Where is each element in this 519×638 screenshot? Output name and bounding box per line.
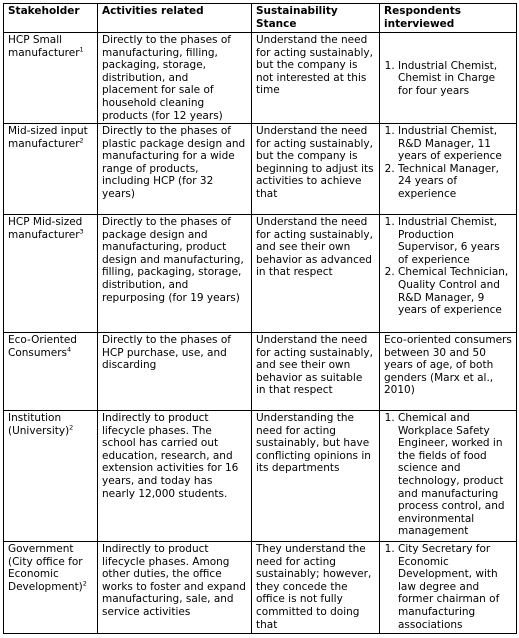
- table-row: [4, 215, 517, 333]
- respondents-cell: [380, 542, 517, 634]
- respondent-item: 1. Industrial Chemist, Production Supervisor, 6 years of experience: [398, 216, 512, 266]
- header-respondents: Respondents interviewed: [380, 4, 517, 33]
- respondents-cell: [380, 33, 517, 124]
- stakeholder-cell: [4, 411, 98, 542]
- respondent-item: 2. Chemical Technician, Quality Control and R&D Manager, 9 years of experience: [398, 266, 512, 316]
- footnote-marker: 2: [69, 423, 74, 432]
- stance-cell: Understand the need for acting sustainably, and see their own behavior as suitable in that respect: [252, 333, 380, 411]
- activities-cell: Directly to the phases of plastic package design and manufacturing for a wide range of products, including HCP (for 32 years): [98, 124, 252, 215]
- table-row: [4, 333, 517, 411]
- stakeholder-name: HCP Mid-sized manufacturer: [8, 216, 83, 241]
- stakeholder-name: Eco-Oriented Consumers: [8, 334, 77, 359]
- table-header: [4, 4, 517, 33]
- table-row: [4, 542, 517, 634]
- stakeholder-cell: [4, 33, 98, 124]
- stakeholder-name: Mid-sized input manufacturer: [8, 125, 88, 150]
- activities-cell: Directly to the phases of HCP purchase, use, and discarding: [98, 333, 252, 411]
- activities-cell: Directly to the phases of manufacturing, filling, packaging, storage, distribution, and placement for sale of household cleaning products (for 12 years): [98, 33, 252, 124]
- respondent-item: 2. Technical Manager, 24 years of experience: [398, 163, 512, 201]
- stance-cell: Understanding the need for acting sustainably, but have conflicting opinions in its departments: [252, 411, 380, 542]
- table-row: [4, 411, 517, 542]
- respondent-item: 1. Industrial Chemist, Chemist in Charge for four years: [398, 60, 512, 98]
- header-row: [4, 4, 517, 33]
- stakeholder-cell: [4, 124, 98, 215]
- stance-cell: Understand the need for acting sustainably, but the company is beginning to adjust its activities to achieve that: [252, 124, 380, 215]
- header-activities: Activities related: [98, 4, 252, 33]
- respondents-list: [384, 543, 512, 631]
- respondents-cell: [380, 411, 517, 542]
- stakeholder-cell: [4, 215, 98, 333]
- footnote-marker: 2: [82, 579, 87, 588]
- stakeholder-name: HCP Small manufacturer: [8, 34, 80, 59]
- table-row: [4, 124, 517, 215]
- activities-cell: Indirectly to product lifecycle phases. The school has carried out education, research, and extension activities for 16 years, and today has nearly 12,000 students.: [98, 411, 252, 542]
- header-stance: Sustainability Stance: [252, 4, 380, 33]
- stakeholder-name: Government (City office for Economic Development): [8, 543, 83, 593]
- respondent-item: 1. City Secretary for Economic Development, with law degree and former chairman of manufacturing associations: [398, 543, 512, 631]
- footnote-marker: 4: [67, 345, 72, 354]
- respondent-item: 1. Industrial Chemist, R&D Manager, 11 years of experience: [398, 125, 512, 163]
- stakeholder-cell: [4, 333, 98, 411]
- header-stakeholder: Stakeholder: [4, 4, 98, 33]
- stance-cell: Understand the need for acting sustainably, but the company is not interested at this time: [252, 33, 380, 124]
- respondents-cell: [380, 124, 517, 215]
- respondent-item: 1. Chemical and Workplace Safety Engineer, worked in the fields of food science and technology, product and manufacturing process control, and environmental management: [398, 412, 512, 538]
- footnote-marker: 1: [79, 45, 84, 54]
- table-row: [4, 33, 517, 124]
- stakeholder-cell: [4, 542, 98, 634]
- stance-cell: Understand the need for acting sustainably, and see their own behavior as advanced in that respect: [252, 215, 380, 333]
- footnote-marker: 2: [79, 136, 84, 145]
- activities-cell: Indirectly to product lifecycle phases. Among other duties, the office works to foster and expand manufacturing, sale, and service activities: [98, 542, 252, 634]
- respondents-list: [384, 60, 512, 98]
- respondents-list: [384, 216, 512, 317]
- respondents-cell: Eco-oriented consumers between 30 and 50 years of age, of both genders (Marx et al., 2010): [380, 333, 517, 411]
- respondents-list: [384, 125, 512, 201]
- stance-cell: They understand the need for acting sustainably; however, they concede the office is not fully committed to doing that: [252, 542, 380, 634]
- respondents-list: [384, 412, 512, 538]
- stakeholder-name: Institution (University): [8, 412, 70, 437]
- stakeholder-table: [3, 3, 517, 634]
- activities-cell: Directly to the phases of package design and manufacturing, product design and manufacturing, filling, packaging, storage, distribution, and repurposing (for 19 years): [98, 215, 252, 333]
- footnote-marker: 3: [79, 227, 84, 236]
- respondents-cell: [380, 215, 517, 333]
